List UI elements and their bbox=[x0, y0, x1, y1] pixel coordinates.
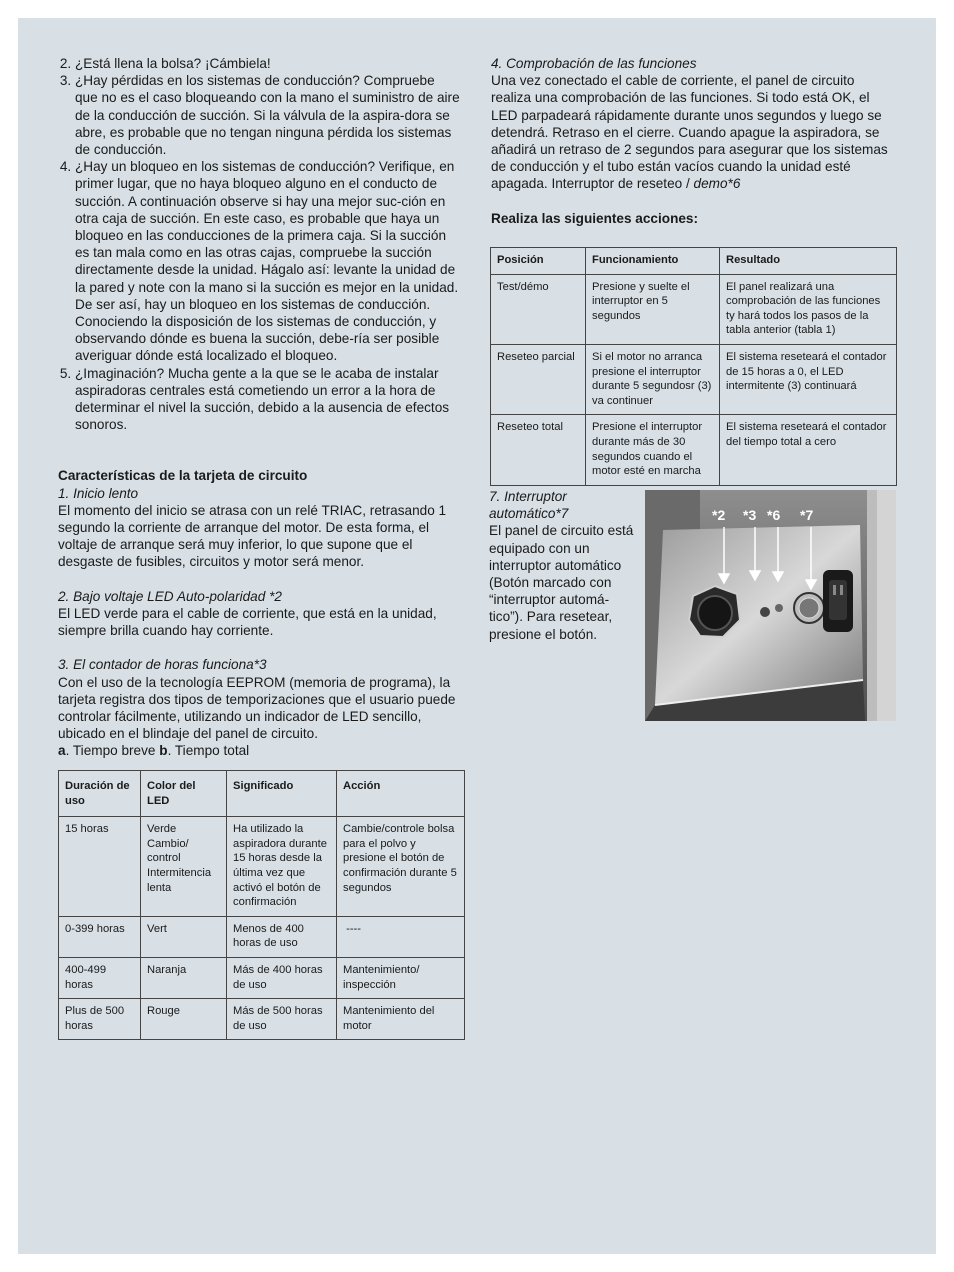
table-cell: Mantenimiento del motor bbox=[337, 999, 465, 1040]
table-cell: El sistema reseteará el contador del tiempo total a cero bbox=[720, 415, 897, 485]
table-cell: Cambie/controle bolsa para el polvo y presione el botón de confirmación durante 5 segundos bbox=[337, 817, 465, 917]
table-row bbox=[491, 344, 897, 414]
column-header: Acción bbox=[337, 771, 465, 817]
feature-text: El panel de circuito está equipado con un interruptor automático (Botón marcado con “interruptor automá-tico”). Para resetear, presione el botón. bbox=[489, 523, 634, 642]
table-cell: Naranja bbox=[141, 957, 227, 998]
list-item: 5. ¿Imaginación? Mucha gente a la que se le acaba de instalar aspiradoras centrales está cometiendo un error a la hora de determinar el nivel la succión, debido a la ausencia de efectos sonoros. bbox=[75, 365, 460, 434]
table-cell: 15 horas bbox=[59, 817, 141, 917]
table-cell: Verde Cambio/ control Intermitencia lenta bbox=[141, 817, 227, 917]
table-cell: Ha utilizado la aspiradora durante 15 horas desde la última vez que activó el botón de confirmación bbox=[227, 817, 337, 917]
actions-table bbox=[490, 247, 897, 486]
marker-7-label: *7 bbox=[800, 507, 814, 523]
table-cell: Más de 500 horas de uso bbox=[227, 999, 337, 1040]
table-row bbox=[491, 415, 897, 485]
feature-text: Una vez conectado el cable de corriente, el panel de circuito realiza una comprobación de las funciones. Si todo está OK, el LED parpadeará rápidamente durante unos segundos y luego se detendrá. Retraso en el cierre. Cuando apague la aspiradora, se añadirá un retraso de 2 segundos para asegurar que los sistemas de conducción y el tubo están vacíos cuando la unidad esté apagada. Interruptor de reseteo / demo*6 bbox=[491, 73, 888, 192]
troubleshooting-list bbox=[58, 55, 460, 433]
table-cell: Vert bbox=[141, 916, 227, 957]
table-header-row bbox=[491, 248, 897, 275]
table-cell: El sistema reseteará el contador de 15 horas a 0, el LED intermitente (3) continuará bbox=[720, 344, 897, 414]
table-cell: Presione el interruptor durante más de 30 segundos cuando el motor esté en marcha bbox=[586, 415, 720, 485]
column-header: Resultado bbox=[720, 248, 897, 275]
column-header: Funcionamiento bbox=[586, 248, 720, 275]
list-item: 3. ¿Hay pérdidas en los sistemas de conducción? Compruebe que no es el caso bloqueando con la mano el suministro de aire de la conducción de succión. Si la válvula de la aspira-dora se abre, es probable que no tengan ninguna pérdida los sistemas de conducción. bbox=[75, 72, 460, 158]
feature-text: Con el uso de la tecnología EEPROM (memoria de programa), la tarjeta registra dos tipos de temporizaciones que el usuario puede controlar fácilmente, utilizando un indicador de LED sencillo, ubicado en el blindaje del panel de circuito. bbox=[58, 674, 456, 742]
table-cell: 400-499 horas bbox=[59, 957, 141, 998]
auto-switch-description bbox=[489, 488, 635, 643]
column-header: Significado bbox=[227, 771, 337, 817]
table-row bbox=[491, 274, 897, 344]
table-cell: Plus de 500 horas bbox=[59, 999, 141, 1040]
feature-text: El momento del inicio se atrasa con un relé TRIAC, retrasando 1 segundo la corriente de arranque del motor. De esta forma, el voltaje de arranque será muy inferior, lo que supone que el desgaste de fusibles, circuitos y motor será menor. bbox=[58, 502, 447, 570]
feature-title: 4. Comprobación de las funciones bbox=[491, 56, 697, 71]
timer-types: a. Tiempo breve b. Tiempo total bbox=[58, 743, 250, 759]
table-row bbox=[59, 957, 465, 998]
table-cell: Más de 400 horas de uso bbox=[227, 957, 337, 998]
left-column bbox=[58, 55, 460, 760]
table-cell: Reseteo total bbox=[491, 415, 586, 485]
list-item: 4. ¿Hay un bloqueo en los sistemas de conducción? Verifique, en primer lugar, que no haya bloqueo alguno en el conducto de succión. A continuación observe si hay una mejor suc-ción en otra caja de succión. En este caso, es probable que haya un bloqueo en las conducciones de la primera caja. Si la succión es tan mala como en las otras cajas, compruebe la succión directamente desde la unidad. Hágalo así: levante la unidad de la pared y note con la mano si la succión es mejor en la unidad. De ser así, hay un bloqueo en los sistemas de conducción. Conociendo la disposición de los sistemas de conducción, y observando dónde es buena la succión, debe-ría ser posible averiguar dónde está localizado el bloqueo. bbox=[75, 158, 460, 364]
feature-title: 1. Inicio lento bbox=[58, 485, 139, 501]
led-status-table bbox=[58, 770, 465, 1040]
table-cell: Menos de 400 horas de uso bbox=[227, 916, 337, 957]
feature-text: El LED verde para el cable de corriente, que está en la unidad, siempre brilla cuando hay corriente. bbox=[58, 605, 437, 639]
feature-title: 2. Bajo voltaje LED Auto-polaridad *2 bbox=[58, 588, 282, 604]
marker-arrows bbox=[645, 490, 896, 721]
table-cell: El panel realizará una comprobación de las funciones ty hará todos los pasos de la tabla anterior (tabla 1) bbox=[720, 274, 897, 344]
marker-2-label: *2 bbox=[712, 507, 726, 523]
table-cell: 0-399 horas bbox=[59, 916, 141, 957]
column-header: Duración de uso bbox=[59, 771, 141, 817]
list-item: 2. ¿Está llena la bolsa? ¡Cámbiela! bbox=[75, 55, 460, 72]
table-cell: Test/démo bbox=[491, 274, 586, 344]
table-header-row bbox=[59, 771, 465, 817]
table-cell: ---- bbox=[337, 916, 465, 957]
section-heading: Realiza las siguientes acciones: bbox=[491, 210, 699, 226]
table-row bbox=[59, 999, 465, 1040]
table-row bbox=[59, 817, 465, 917]
table-cell: Presione y suelte el interruptor en 5 segundos bbox=[586, 274, 720, 344]
photo-markers bbox=[645, 490, 896, 721]
column-header: Color del LED bbox=[141, 771, 227, 817]
marker-6-label: *6 bbox=[767, 507, 781, 523]
table-row bbox=[59, 916, 465, 957]
marker-3-label: *3 bbox=[743, 507, 757, 523]
right-column bbox=[491, 55, 897, 227]
feature-title: 7. Interruptor automático*7 bbox=[489, 489, 569, 522]
table-cell: Si el motor no arranca presione el interruptor durante 5 segundosr (3) va continuer bbox=[586, 344, 720, 414]
section-heading: Características de la tarjeta de circuito bbox=[58, 468, 308, 484]
table-cell: Reseteo parcial bbox=[491, 344, 586, 414]
table-cell: Rouge bbox=[141, 999, 227, 1040]
column-header: Posición bbox=[491, 248, 586, 275]
table-cell: Mantenimiento/ inspección bbox=[337, 957, 465, 998]
feature-title: 3. El contador de horas funciona*3 bbox=[58, 657, 267, 673]
